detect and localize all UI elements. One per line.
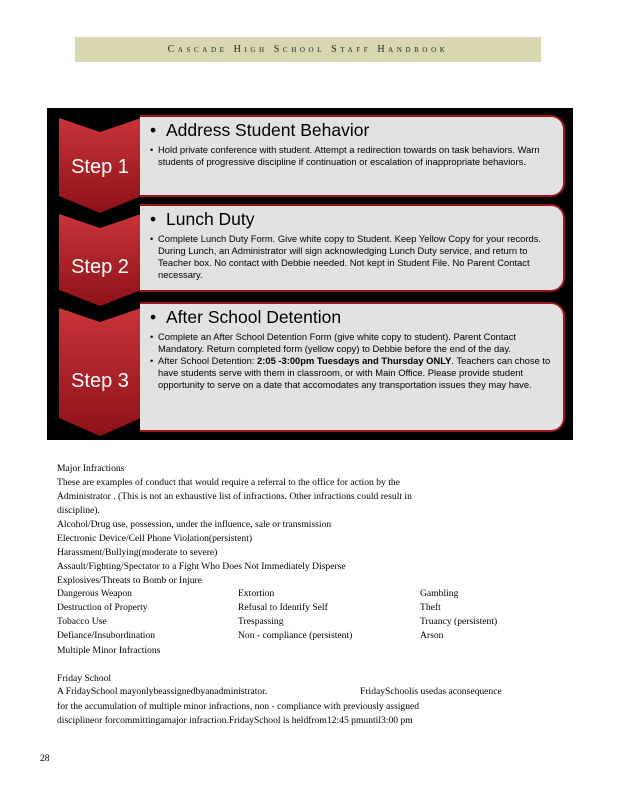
infraction-item: Refusal to Identify Self [238,602,328,613]
handbook-title: Cascade High School Staff Handbook [167,44,449,55]
infraction-item: Truancy (persistent) [420,616,498,627]
step-1-bullet: • Hold private conference with student. Attempt a redirection towards on task behaviors. Warn students of progressive discipline if continuation or escalation of inappropriate behaviors. [150,144,555,168]
step-1-chevron [59,118,141,213]
step-3-bullet-2: • After School Detention: 2:05 -3:00pm Tuesdays and Thursday ONLY. Teachers can chose to have students serve with them in classroom, or with Main Office. Please provide student opportunity to serve on a date that accomodates any transportation issues they may have. [150,355,555,391]
infraction-item: Non - compliance (persistent) [238,630,353,641]
friday-school-heading: Friday School [57,673,112,684]
infraction-item: Theft [420,602,441,613]
major-text-line-3: discipline). [57,505,100,516]
step-3-chevron [59,308,141,436]
major-text-last: Multiple Minor Infractions [57,645,161,656]
step-3-body [150,331,555,391]
infraction-item: Dangerous Weapon [57,588,132,599]
infraction-item: Defiance/Insubordination [57,630,156,641]
step-1-card [140,115,565,197]
friday-text-line-2: for the accumulation of multiple minor infractions, non - compliance with previously assigned [57,701,420,712]
major-text-line-8: Explosives/Threats to Bomb or Injure [57,575,202,586]
friday-text-line-1b: FridaySchoolis usedas aconsequence [360,686,502,697]
step-2-title: • Lunch Duty [150,209,255,229]
step-3-bullet-1: • Complete an After School Detention Form (give white copy to student). Parent Contact Mandatory. Return completed form (yellow copy) to Debbie before the end of the day. [150,331,555,355]
infraction-item: Arson [420,630,444,641]
handbook-header [75,37,541,62]
step-2-card [140,204,565,292]
step-1-label: Step 1 [71,156,129,178]
infraction-item: Extortion [238,588,275,599]
step-2-bullet: • Complete Lunch Duty Form. Give white copy to Student. Keep Yellow Copy for your records. During Lunch, an Administrator will sign acknowledging Lunch Duty service, and return to Teacher box. No contact with Debbie needed. Not kept in Student File. No Parent Contact necessary. [150,233,555,281]
step-2-body [150,233,555,281]
infraction-item: Trespassing [238,616,284,627]
infraction-item: Destruction of Property [57,602,148,613]
major-text-line-1: These are examples of conduct that would require a referral to the office for action by the [57,477,400,488]
step-2-chevron [59,214,141,306]
friday-text-line-3: disciplineor forcommittingamajor infraction.FridaySchool is heldfrom12:45 pmuntil3:00 pm [57,715,413,726]
major-text-line-5: Electronic Device/Cell Phone Violation(persistent) [57,533,253,544]
major-infractions-heading: Major Infractions [57,463,125,474]
infraction-item: Tobacco Use [57,616,107,627]
page-number: 28 [40,753,50,764]
step-1-body [150,144,555,168]
major-text-line-6: Harassment/Bullying(moderate to severe) [57,547,218,558]
major-text-line-4: Alcohol/Drug use, possession, under the influence, sale or transmission [57,519,332,530]
discipline-steps-graphic [47,108,573,440]
step-3-title: • After School Detention [150,307,342,327]
major-text-line-2: Administrator . (This is not an exhaustive list of infractions. Other infractions could result in [57,491,412,502]
friday-text-line-1a: A FridaySchool mayonlybeassignedbyanadministrator. [57,686,268,697]
step-2-label: Step 2 [71,256,129,278]
step-3-card [140,302,565,432]
step-3-label: Step 3 [71,370,129,392]
infraction-item: Gambling [420,588,459,599]
step-1-title: • Address Student Behavior [150,120,370,140]
major-text-line-7: Assault/Fighting/Spectator to a Fight Who Does Not Immediately Disperse [57,561,346,572]
